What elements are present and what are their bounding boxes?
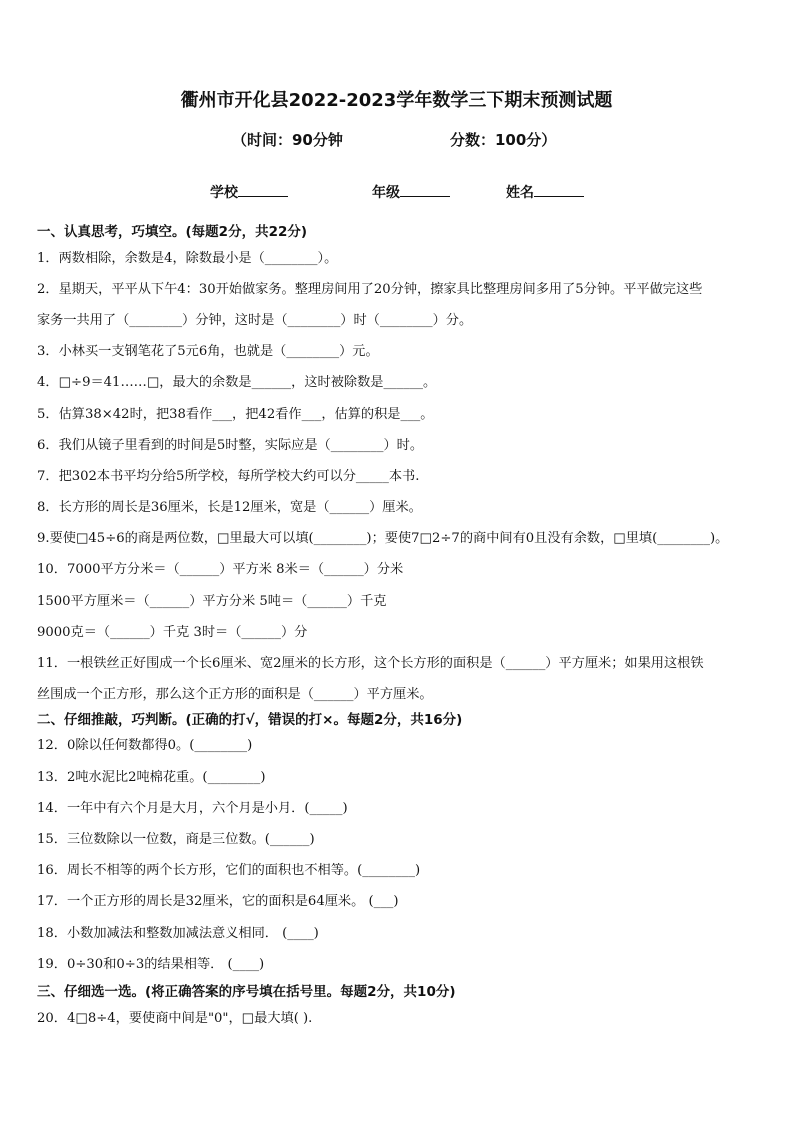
question-4: 4．□÷9＝41……□，最大的余数是______，这时被除数是______。 (37, 375, 437, 390)
question-9: 9.要使□45÷6的商是两位数，□里最大可以填(________)；要使7□2÷7的商中间有0且没有余数，□里填(________)。 (37, 531, 729, 546)
section-3-heading: 三、仔细选一选。(将正确答案的序号填在括号里。每题2分，共10分) (37, 984, 456, 1000)
section-2-heading: 二、仔细推敲，巧判断。(正确的打√，错误的打×。每题2分，共16分) (37, 712, 463, 728)
question-13: 13．2吨水泥比2吨棉花重。(________) (37, 770, 266, 785)
question-10-row-1: 10．7000平方分米＝（______）平方米 8米＝（______）分米 (37, 562, 404, 577)
question-8: 8．长方形的周长是36厘米，长是12厘米，宽是（______）厘米。 (37, 500, 422, 515)
exam-score: 分数：100分） (450, 131, 557, 149)
question-10-row-2: 1500平方厘米＝（______）平方分米 5吨＝（______）千克 (37, 594, 387, 609)
page-title: 衢州市开化县2022-2023学年数学三下期末预测试题 (180, 90, 613, 111)
question-15: 15．三位数除以一位数，商是三位数。(______) (37, 832, 315, 847)
question-1: 1．两数相除，余数是4，除数最小是（________）。 (37, 251, 338, 266)
question-6: 6．我们从镜子里看到的时间是5时整，实际应是（________）时。 (37, 438, 424, 453)
question-7: 7．把302本书平均分给5所学校，每所学校大约可以分_____本书. (37, 469, 420, 484)
school-label: 学校 (210, 185, 238, 201)
grade-field (372, 182, 450, 202)
section-1-heading: 一、认真思考，巧填空。(每题2分，共22分) (37, 224, 308, 240)
question-11-cont: 丝围成一个正方形，那么这个正方形的面积是（______）平方厘米。 (37, 687, 433, 702)
question-5: 5．估算38×42时，把38看作___，把42看作___，估算的积是___。 (37, 407, 434, 422)
name-field (506, 182, 584, 202)
question-16: 16．周长不相等的两个长方形，它们的面积也不相等。(________) (37, 863, 421, 878)
question-18: 18．小数加减法和整数加减法意义相同． (____) (37, 926, 319, 941)
question-2-cont: 家务一共用了（________）分钟，这时是（________）时（________）分。 (37, 313, 473, 328)
question-14: 14．一年中有六个月是大月，六个月是小月．(_____) (37, 801, 348, 816)
question-20: 20．4□8÷4，要使商中间是"0"，□最大填( ). (37, 1011, 313, 1026)
question-17: 17．一个正方形的周长是32厘米，它的面积是64厘米。 (___) (37, 894, 399, 909)
exam-time: （时间：90分钟 (232, 131, 343, 149)
question-19: 19．0÷30和0÷3的结果相等． (____) (37, 957, 265, 972)
school-field (210, 182, 288, 202)
grade-label: 年级 (372, 185, 400, 201)
question-3: 3．小林买一支钢笔花了5元6角，也就是（________）元。 (37, 344, 379, 359)
question-12: 12．0除以任何数都得0。(________) (37, 738, 253, 753)
question-11: 11．一根铁丝正好围成一个长6厘米、宽2厘米的长方形，这个长方形的面积是（______）平方厘米；如果用这根铁 (37, 656, 704, 671)
grade-blank (400, 182, 450, 197)
question-2: 2．星期天，平平从下午4：30开始做家务。整理房间用了20分钟，擦家具比整理房间多用了5分钟。平平做完这些 (37, 282, 703, 297)
name-blank (534, 182, 584, 197)
question-10-row-3: 9000克＝（______）千克 3时＝（______）分 (37, 625, 308, 640)
name-label: 姓名 (506, 185, 534, 201)
school-blank (238, 182, 288, 197)
